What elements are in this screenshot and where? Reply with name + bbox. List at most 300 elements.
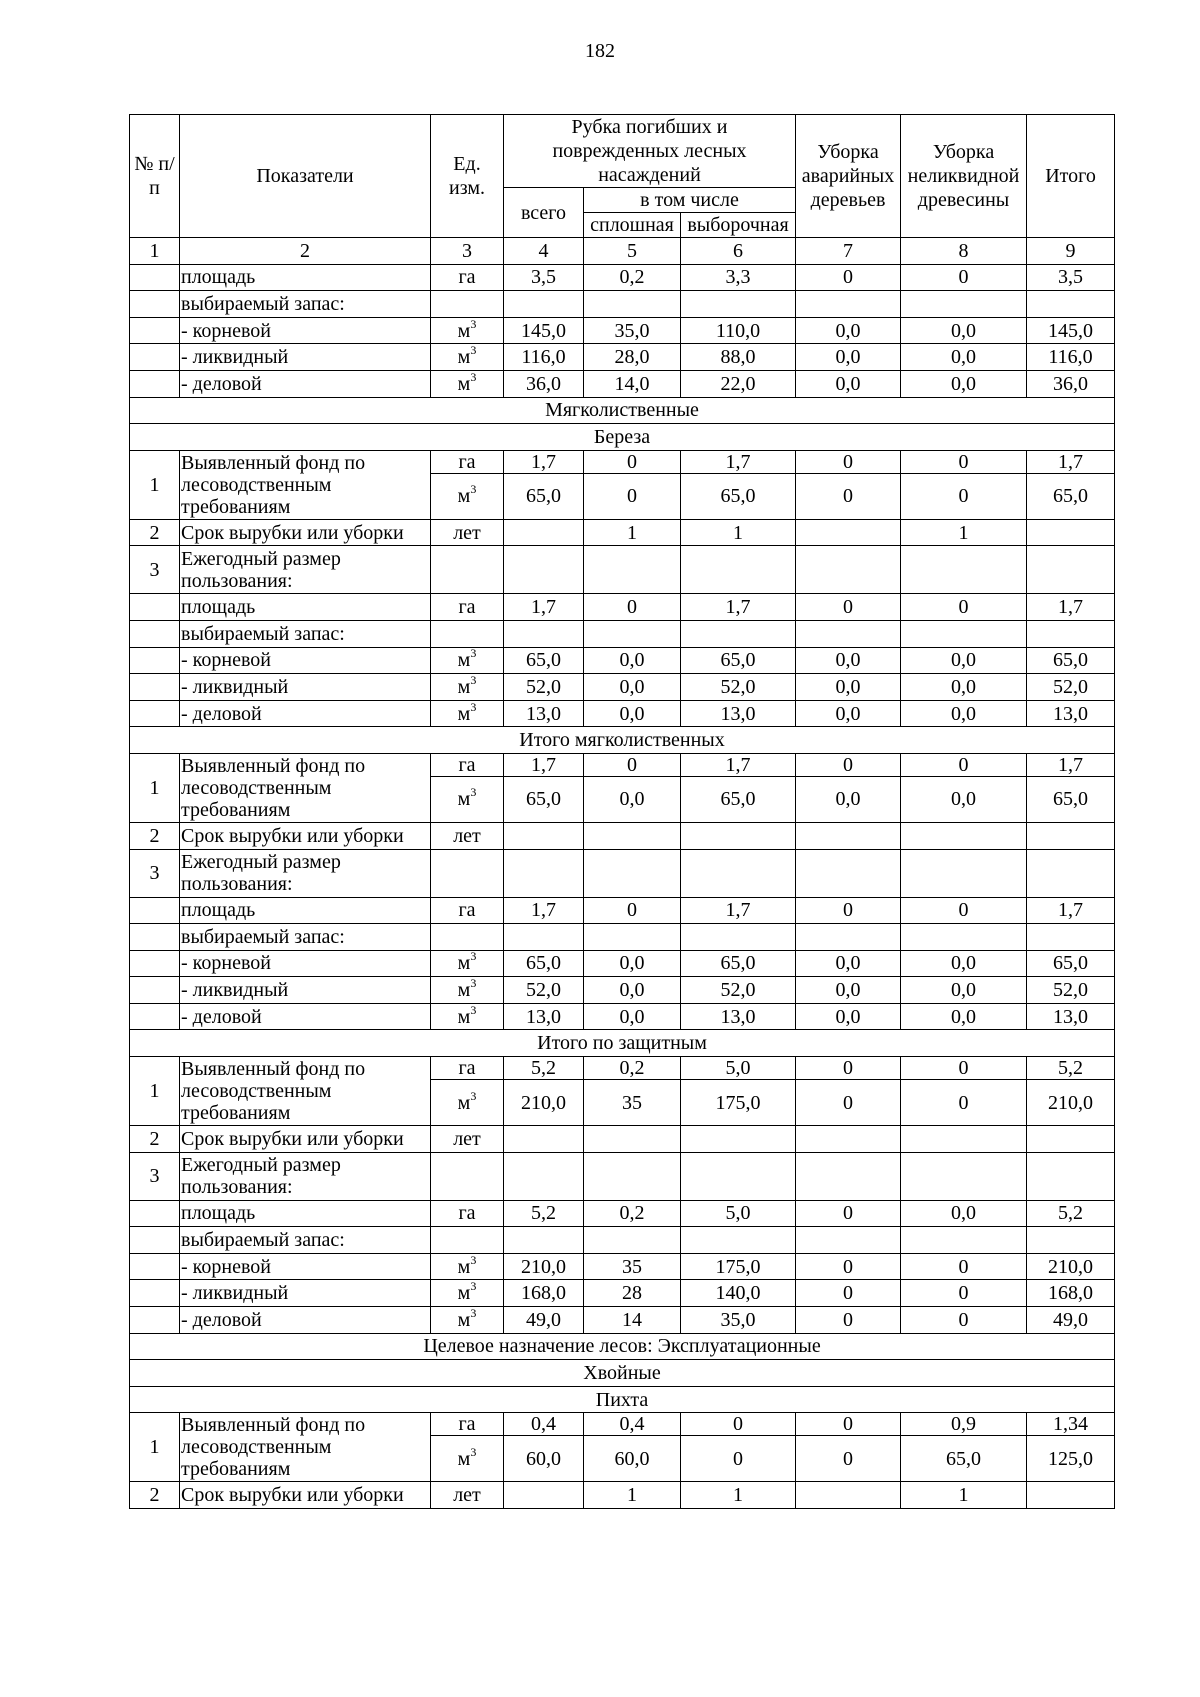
unit-cell [431, 950, 504, 977]
row-label: Выявленный фонд по лесоводственным требованиям [180, 1413, 431, 1482]
unit-cell [431, 924, 504, 951]
unit-cell [431, 594, 504, 621]
section-title-row [130, 1386, 1115, 1413]
row-number [130, 264, 180, 291]
value-cell: 3,5 [504, 264, 584, 291]
unit-cell [431, 317, 504, 344]
value-cell [796, 519, 901, 546]
value-cell: 1,7 [504, 594, 584, 621]
row-label: Срок вырубки или уборки [180, 822, 431, 849]
unit-superscript: 3 [470, 1306, 477, 1320]
value-cell: 1 [901, 519, 1027, 546]
value-cell [796, 620, 901, 647]
unit-cell [431, 647, 504, 674]
value-cell: 0,0 [901, 776, 1027, 822]
value-cell [504, 291, 584, 318]
row-number [130, 620, 180, 647]
empty-cell [431, 546, 504, 594]
header-nonliquid: Уборка неликвидной древесины [901, 115, 1027, 238]
column-number: 6 [681, 238, 796, 265]
unit-cell: га [431, 450, 504, 473]
value-cell: 0 [681, 1436, 796, 1482]
value-cell: 52,0 [1027, 674, 1115, 701]
value-cell: 65,0 [504, 647, 584, 674]
row-number [130, 1280, 180, 1307]
value-cell: 0 [901, 1307, 1027, 1334]
unit-superscript: 3 [470, 1444, 477, 1459]
row-number [130, 674, 180, 701]
value-cell: 0,0 [901, 317, 1027, 344]
row-number [130, 344, 180, 371]
value-cell: 0 [901, 1253, 1027, 1280]
value-cell: 1,7 [504, 450, 584, 473]
value-cell: 0 [796, 1200, 901, 1227]
row-label: Ежегодный размер пользования: [180, 1152, 431, 1200]
value-cell: 0,0 [584, 950, 681, 977]
value-cell: 3,5 [1027, 264, 1115, 291]
value-cell [504, 519, 584, 546]
section-title: Итого мягколиственных [130, 727, 1115, 754]
table-row [130, 1227, 1115, 1254]
section-title: Пихта [130, 1386, 1115, 1413]
value-cell: 1 [681, 519, 796, 546]
table-row [130, 1003, 1115, 1030]
section-title-row [130, 424, 1115, 451]
value-cell: 0,0 [901, 950, 1027, 977]
value-cell: 0,0 [901, 674, 1027, 701]
row-number [130, 1307, 180, 1334]
unit-superscript: 3 [470, 700, 477, 714]
empty-cell [901, 546, 1027, 594]
row-number: 2 [130, 822, 180, 849]
value-cell: 65,0 [681, 776, 796, 822]
row-number: 3 [130, 1152, 180, 1200]
value-cell: 145,0 [504, 317, 584, 344]
forest-felling-table [129, 114, 1115, 1509]
value-cell: 0 [901, 450, 1027, 473]
row-number [130, 1253, 180, 1280]
value-cell: 0,0 [584, 700, 681, 727]
row-number: 1 [130, 1413, 180, 1482]
empty-cell [504, 546, 584, 594]
table-row [130, 264, 1115, 291]
value-cell: 0,0 [584, 1003, 681, 1030]
value-cell: 0 [796, 1057, 901, 1080]
table-row [130, 1280, 1115, 1307]
value-cell: 65,0 [504, 473, 584, 519]
unit-cell [431, 977, 504, 1004]
row-label: выбираемый запас: [180, 291, 431, 318]
term-row [130, 1126, 1115, 1153]
value-cell: 1 [584, 519, 681, 546]
value-cell: 0,0 [584, 674, 681, 701]
value-cell [901, 291, 1027, 318]
row-number: 3 [130, 546, 180, 594]
unit-cell: $м^3$ [431, 776, 504, 822]
section-title-row [130, 397, 1115, 424]
section-title-row [130, 727, 1115, 754]
value-cell [504, 924, 584, 951]
value-cell: 0 [584, 753, 681, 776]
value-cell: 140,0 [681, 1280, 796, 1307]
empty-cell [1027, 546, 1115, 594]
row-label: - корневой [180, 1253, 431, 1280]
value-cell: 65,0 [681, 473, 796, 519]
unit-text: м [457, 346, 471, 369]
header-emergency: Уборка аварийных деревьев [796, 115, 901, 238]
unit-superscript: 3 [470, 482, 477, 497]
value-cell: 1 [584, 1482, 681, 1509]
unit-text: га [458, 1202, 476, 1225]
value-cell: 175,0 [681, 1253, 796, 1280]
unit-cell: лет [431, 1126, 504, 1153]
empty-cell [431, 1152, 504, 1200]
row-number: 2 [130, 1126, 180, 1153]
value-cell: 49,0 [504, 1307, 584, 1334]
value-cell [681, 1126, 796, 1153]
value-cell [504, 1482, 584, 1509]
fund-row [130, 753, 1115, 776]
value-cell: 65,0 [901, 1436, 1027, 1482]
value-cell: 0,0 [796, 344, 901, 371]
unit-superscript: 3 [470, 1253, 477, 1267]
value-cell: 1,7 [1027, 753, 1115, 776]
value-cell [796, 822, 901, 849]
unit-superscript: 3 [470, 1088, 477, 1103]
value-cell: 0 [584, 473, 681, 519]
value-cell: 0,2 [584, 1200, 681, 1227]
empty-cell [796, 1152, 901, 1200]
value-cell [796, 1482, 901, 1509]
unit-superscript: 3 [470, 1279, 477, 1294]
table-row [130, 1200, 1115, 1227]
table-row [130, 1253, 1115, 1280]
empty-cell [681, 849, 796, 897]
table-row [130, 700, 1115, 727]
value-cell: 5,0 [681, 1057, 796, 1080]
row-number [130, 897, 180, 924]
value-cell: 0 [796, 1080, 901, 1126]
value-cell: 0 [901, 897, 1027, 924]
row-number [130, 594, 180, 621]
value-cell [901, 924, 1027, 951]
empty-cell [681, 1152, 796, 1200]
value-cell [1027, 1126, 1115, 1153]
value-cell: 145,0 [1027, 317, 1115, 344]
value-cell [504, 620, 584, 647]
column-number: 7 [796, 238, 901, 265]
value-cell [796, 1126, 901, 1153]
row-label: Срок вырубки или уборки [180, 1126, 431, 1153]
term-row [130, 822, 1115, 849]
section-title-row [130, 1030, 1115, 1057]
value-cell [1027, 519, 1115, 546]
header-row-1 [130, 115, 1115, 188]
value-cell: 0,0 [796, 700, 901, 727]
unit-cell [431, 1003, 504, 1030]
value-cell [584, 1126, 681, 1153]
value-cell [796, 1227, 901, 1254]
unit-cell: $м^3$ [431, 1436, 504, 1482]
unit-cell [431, 700, 504, 727]
unit-superscript: 3 [470, 950, 477, 964]
table-row [130, 647, 1115, 674]
value-cell: 0,4 [504, 1413, 584, 1436]
unit-text: м [457, 1005, 471, 1028]
value-cell: 0,0 [796, 674, 901, 701]
unit-cell: лет [431, 1482, 504, 1509]
value-cell: 0 [796, 753, 901, 776]
value-cell: 65,0 [1027, 776, 1115, 822]
value-cell: 65,0 [681, 950, 796, 977]
value-cell [681, 1227, 796, 1254]
value-cell: 5,2 [504, 1057, 584, 1080]
value-cell: 5,2 [1027, 1200, 1115, 1227]
value-cell: 35,0 [584, 317, 681, 344]
term-row [130, 1482, 1115, 1509]
row-number [130, 317, 180, 344]
value-cell: 0 [901, 264, 1027, 291]
value-cell [504, 1126, 584, 1153]
header-indicator: Показатели [180, 115, 431, 238]
fund-row [130, 1413, 1115, 1436]
unit-text: м [457, 1255, 471, 1278]
unit-cell: лет [431, 519, 504, 546]
value-cell: 22,0 [681, 370, 796, 397]
value-cell: 1,7 [681, 753, 796, 776]
row-label: - ликвидный [180, 1280, 431, 1307]
value-cell [504, 822, 584, 849]
column-number: 8 [901, 238, 1027, 265]
value-cell: 0,0 [901, 1003, 1027, 1030]
value-cell: 52,0 [681, 977, 796, 1004]
row-number [130, 977, 180, 1004]
table-row [130, 674, 1115, 701]
value-cell: 52,0 [504, 674, 584, 701]
value-cell [1027, 291, 1115, 318]
row-number [130, 370, 180, 397]
page-number: 182 [585, 40, 615, 62]
value-cell [1027, 822, 1115, 849]
unit-cell: га [431, 1057, 504, 1080]
empty-cell [901, 1152, 1027, 1200]
unit-cell: лет [431, 822, 504, 849]
unit-cell [431, 897, 504, 924]
unit-cell [431, 1227, 504, 1254]
value-cell: 0,4 [584, 1413, 681, 1436]
unit-cell [431, 344, 504, 371]
unit-cell [431, 1253, 504, 1280]
value-cell [1027, 1482, 1115, 1509]
value-cell [901, 1126, 1027, 1153]
value-cell: 1,7 [681, 897, 796, 924]
value-cell: 65,0 [1027, 647, 1115, 674]
annual-row [130, 1152, 1115, 1200]
value-cell: 0 [796, 1413, 901, 1436]
empty-cell [431, 849, 504, 897]
value-cell: 125,0 [1027, 1436, 1115, 1482]
value-cell: 5,0 [681, 1200, 796, 1227]
value-cell: 52,0 [681, 674, 796, 701]
value-cell: 168,0 [504, 1280, 584, 1307]
fund-row [130, 1057, 1115, 1080]
value-cell: 1 [901, 1482, 1027, 1509]
value-cell: 13,0 [504, 1003, 584, 1030]
value-cell: 36,0 [1027, 370, 1115, 397]
table-row [130, 344, 1115, 371]
value-cell [504, 1227, 584, 1254]
row-number [130, 700, 180, 727]
value-cell [681, 291, 796, 318]
row-label: - ликвидный [180, 344, 431, 371]
row-label: Срок вырубки или уборки [180, 1482, 431, 1509]
row-label: Срок вырубки или уборки [180, 519, 431, 546]
row-label: площадь [180, 594, 431, 621]
row-label: - ликвидный [180, 674, 431, 701]
value-cell: 0 [796, 473, 901, 519]
value-cell: 65,0 [681, 647, 796, 674]
value-cell: 0 [584, 594, 681, 621]
row-label: - деловой [180, 1307, 431, 1334]
value-cell: 13,0 [681, 1003, 796, 1030]
unit-text: м [457, 1282, 471, 1305]
value-cell: 0 [796, 450, 901, 473]
row-label: - корневой [180, 317, 431, 344]
value-cell: 60,0 [584, 1436, 681, 1482]
unit-text: м [457, 979, 471, 1002]
value-cell [1027, 924, 1115, 951]
row-number: 2 [130, 1482, 180, 1509]
value-cell: 1,7 [1027, 450, 1115, 473]
row-number: 1 [130, 1057, 180, 1126]
value-cell [584, 291, 681, 318]
value-cell: 13,0 [681, 700, 796, 727]
value-cell: 210,0 [504, 1253, 584, 1280]
row-number: 2 [130, 519, 180, 546]
term-row [130, 519, 1115, 546]
value-cell: 28,0 [584, 344, 681, 371]
unit-text: м [457, 372, 471, 395]
empty-cell [584, 849, 681, 897]
value-cell: 168,0 [1027, 1280, 1115, 1307]
table-row [130, 317, 1115, 344]
annual-row [130, 546, 1115, 594]
section-title: Береза [130, 424, 1115, 451]
unit-superscript: 3 [470, 1003, 477, 1017]
unit-cell: $м^3$ [431, 1080, 504, 1126]
section-title: Целевое назначение лесов: Эксплуатационные [130, 1333, 1115, 1360]
unit-superscript: 3 [470, 647, 477, 661]
value-cell [584, 1227, 681, 1254]
value-cell [584, 620, 681, 647]
empty-cell [504, 849, 584, 897]
row-number [130, 647, 180, 674]
value-cell: 0,0 [796, 370, 901, 397]
value-cell [681, 924, 796, 951]
value-cell: 0 [901, 1280, 1027, 1307]
header-selective: выборочная [681, 213, 796, 238]
value-cell [584, 822, 681, 849]
value-cell: 0,0 [901, 370, 1027, 397]
row-label: Ежегодный размер пользования: [180, 546, 431, 594]
value-cell: 210,0 [1027, 1080, 1115, 1126]
value-cell: 0,0 [796, 647, 901, 674]
unit-text: м [457, 1308, 471, 1331]
value-cell: 36,0 [504, 370, 584, 397]
value-cell: 0 [901, 753, 1027, 776]
value-cell: 0,9 [901, 1413, 1027, 1436]
row-number: 1 [130, 753, 180, 822]
row-number [130, 1003, 180, 1030]
value-cell: 0,2 [584, 264, 681, 291]
value-cell: 52,0 [504, 977, 584, 1004]
empty-cell [796, 849, 901, 897]
value-cell [796, 924, 901, 951]
value-cell: 210,0 [504, 1080, 584, 1126]
unit-cell [431, 674, 504, 701]
unit-cell [431, 620, 504, 647]
value-cell: 14,0 [584, 370, 681, 397]
row-label: Выявленный фонд по лесоводственным требованиям [180, 753, 431, 822]
row-number: 3 [130, 849, 180, 897]
unit-text: м [457, 702, 471, 725]
value-cell [1027, 620, 1115, 647]
value-cell: 0,2 [584, 1057, 681, 1080]
empty-cell [1027, 1152, 1115, 1200]
value-cell: 0,0 [901, 700, 1027, 727]
value-cell [901, 620, 1027, 647]
value-cell: 13,0 [1027, 1003, 1115, 1030]
empty-cell [901, 849, 1027, 897]
header-total: всего [504, 188, 584, 238]
empty-cell [584, 546, 681, 594]
section-title: Хвойные [130, 1360, 1115, 1387]
unit-text: га [458, 266, 476, 289]
value-cell [796, 291, 901, 318]
value-cell: 13,0 [1027, 700, 1115, 727]
value-cell: 0 [796, 1436, 901, 1482]
unit-text: м [457, 319, 471, 342]
value-cell: 110,0 [681, 317, 796, 344]
table-row [130, 291, 1115, 318]
value-cell: 0 [584, 897, 681, 924]
row-label: площадь [180, 1200, 431, 1227]
value-cell: 0,0 [584, 647, 681, 674]
column-number: 9 [1027, 238, 1115, 265]
row-label: выбираемый запас: [180, 620, 431, 647]
value-cell: 116,0 [1027, 344, 1115, 371]
unit-text: м [457, 649, 471, 672]
value-cell: 65,0 [1027, 473, 1115, 519]
value-cell: 0,0 [796, 776, 901, 822]
value-cell: 52,0 [1027, 977, 1115, 1004]
value-cell: 5,2 [1027, 1057, 1115, 1080]
value-cell: 116,0 [504, 344, 584, 371]
value-cell: 175,0 [681, 1080, 796, 1126]
value-cell [681, 822, 796, 849]
value-cell [1027, 1227, 1115, 1254]
value-cell: 0,0 [584, 776, 681, 822]
value-cell: 0 [796, 1253, 901, 1280]
row-label: - деловой [180, 1003, 431, 1030]
value-cell: 0,0 [796, 950, 901, 977]
unit-text: га [458, 596, 476, 619]
row-label: выбираемый запас: [180, 1227, 431, 1254]
value-cell: 0 [901, 1057, 1027, 1080]
value-cell: 5,2 [504, 1200, 584, 1227]
row-number [130, 1200, 180, 1227]
value-cell: 0 [796, 897, 901, 924]
